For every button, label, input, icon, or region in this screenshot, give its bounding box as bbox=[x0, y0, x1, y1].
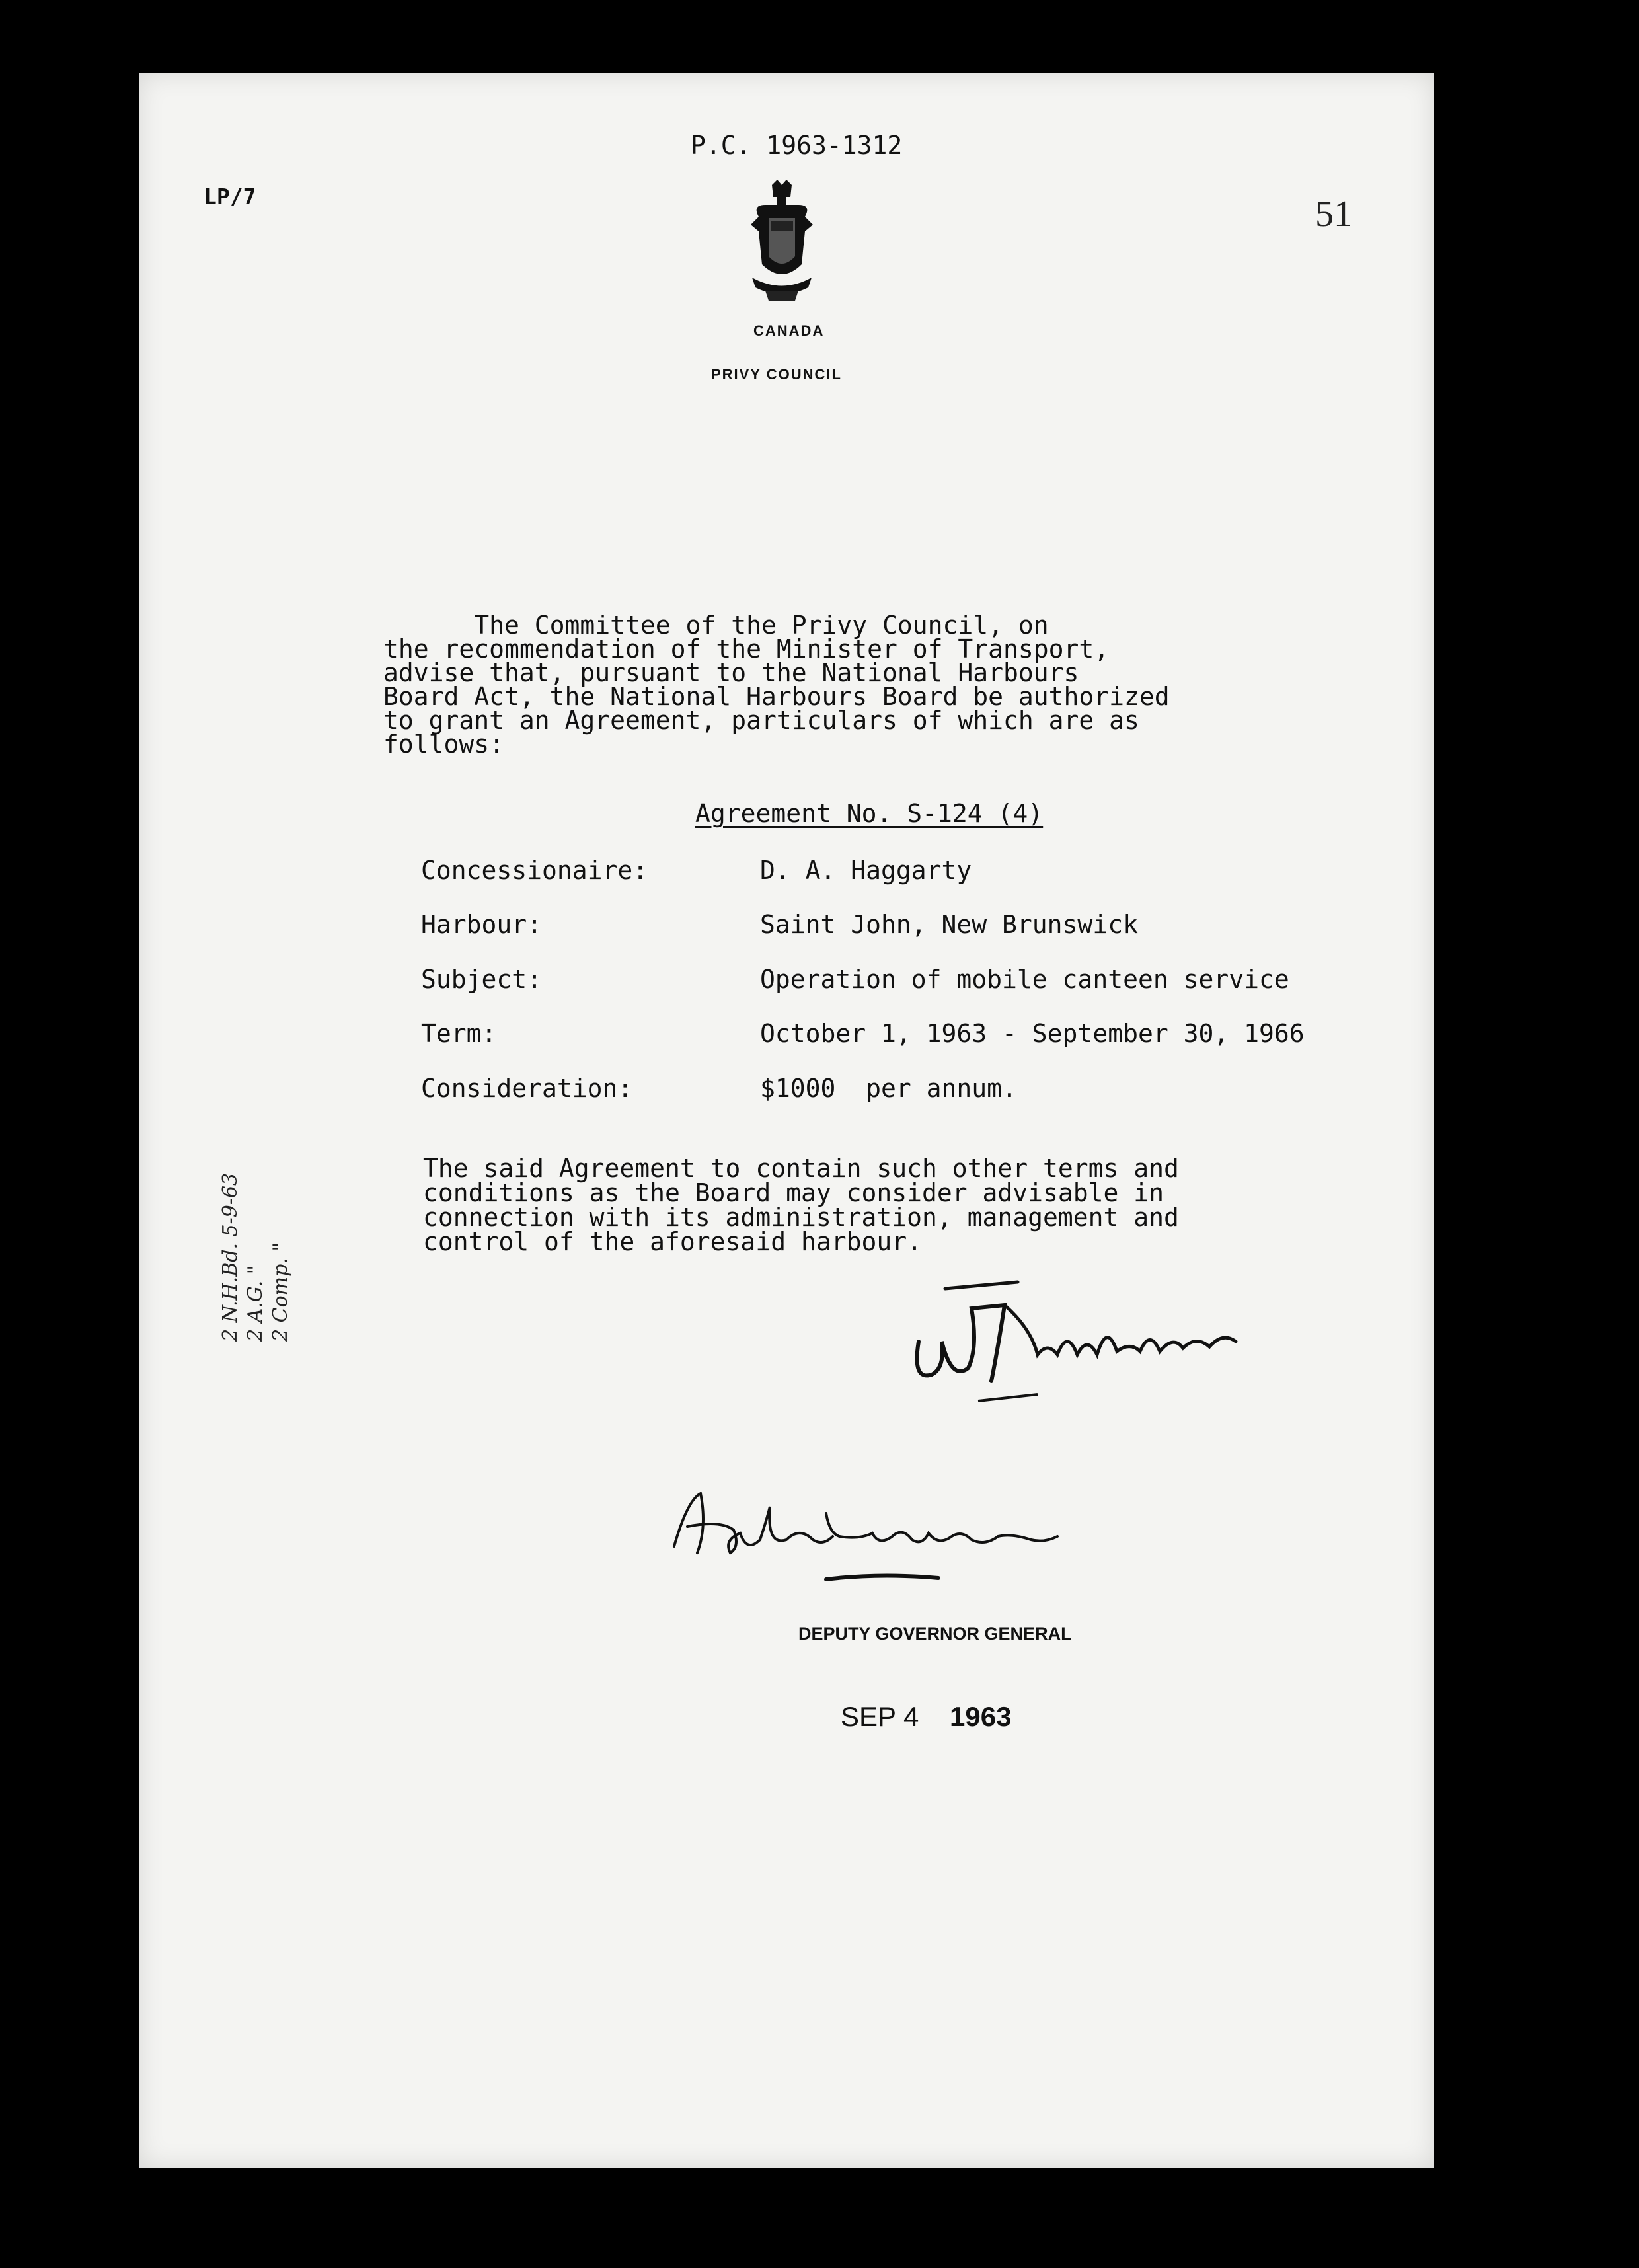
intro-line: the recommendation of the Minister of Transport, bbox=[383, 634, 1110, 663]
closing-line: connection with its administration, management and bbox=[423, 1203, 1179, 1232]
harbour-label: Harbour: bbox=[421, 910, 543, 939]
subject-value: Operation of mobile canteen service bbox=[760, 965, 1289, 994]
closing-line: The said Agreement to contain such other terms and bbox=[423, 1154, 1179, 1183]
pc-number: P.C. 1963-1312 bbox=[691, 131, 903, 160]
coat-of-arms-icon bbox=[739, 178, 825, 311]
intro-line: advise that, pursuant to the National Harbours bbox=[383, 658, 1079, 687]
date-stamp-year: 1963 bbox=[950, 1701, 1012, 1732]
deputy-governor-signature bbox=[661, 1474, 1071, 1606]
intro-line: follows: bbox=[383, 730, 505, 759]
document-page bbox=[139, 73, 1434, 2168]
intro-paragraph bbox=[383, 611, 1170, 759]
margin-handwritten-note bbox=[218, 1051, 297, 1342]
date-stamp-day: SEP 4 bbox=[841, 1701, 919, 1732]
concessionaire-value: D. A. Haggarty bbox=[760, 856, 972, 885]
clerk-signature bbox=[905, 1269, 1249, 1421]
term-label: Term: bbox=[421, 1019, 497, 1048]
intro-line: to grant an Agreement, particulars of which are as bbox=[383, 706, 1139, 735]
intro-line: Board Act, the National Harbours Board be authorized bbox=[383, 682, 1170, 711]
closing-paragraph bbox=[423, 1156, 1179, 1254]
margin-note-line: 2 A.G. " bbox=[244, 1265, 267, 1342]
file-reference: LP/7 bbox=[204, 184, 256, 209]
country-name: CANADA bbox=[753, 322, 825, 339]
page-number: 51 bbox=[1315, 194, 1352, 235]
agreement-title: Agreement No. S-124 (4) bbox=[695, 799, 1044, 828]
subject-label: Subject: bbox=[421, 965, 543, 994]
intro-line: The Committee of the Privy Council, on bbox=[383, 611, 1049, 640]
term-value: October 1, 1963 - September 30, 1966 bbox=[760, 1019, 1305, 1048]
closing-line: conditions as the Board may consider advisable in bbox=[423, 1178, 1164, 1207]
harbour-value: Saint John, New Brunswick bbox=[760, 910, 1138, 939]
margin-note-line: 2 N.H.Bd. 5-9-63 bbox=[219, 1172, 242, 1342]
deputy-governor-title: DEPUTY GOVERNOR GENERAL bbox=[798, 1624, 1072, 1644]
council-name: PRIVY COUNCIL bbox=[711, 366, 842, 383]
closing-line: control of the aforesaid harbour. bbox=[423, 1227, 922, 1256]
consideration-value: $1000 per annum. bbox=[760, 1074, 1017, 1103]
concessionaire-label: Concessionaire: bbox=[421, 856, 648, 885]
date-stamp bbox=[841, 1701, 1011, 1733]
margin-note-line: 2 Comp. " bbox=[269, 1242, 292, 1342]
consideration-label: Consideration: bbox=[421, 1074, 633, 1103]
